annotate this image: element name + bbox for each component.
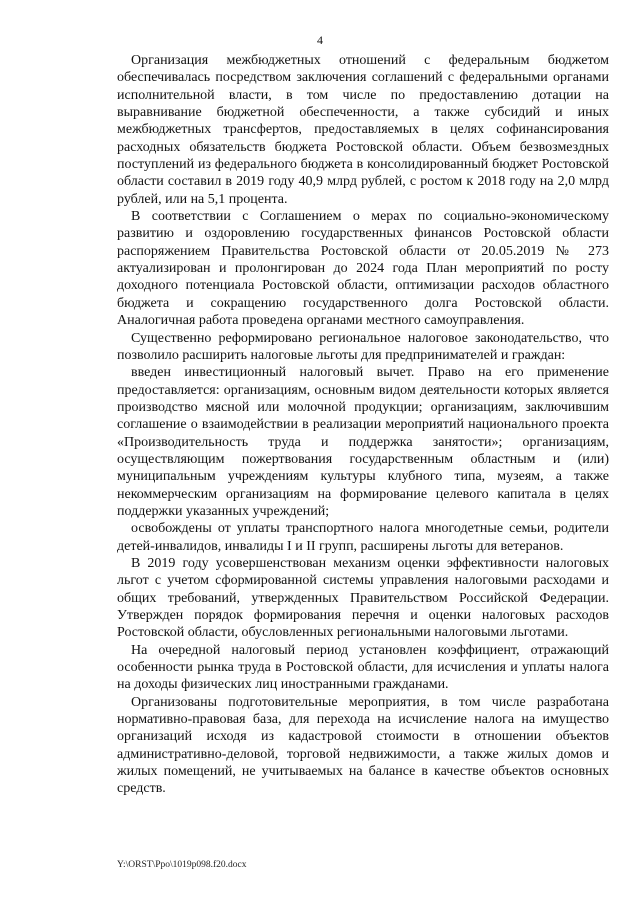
paragraph-tax-benefit-evaluation: В 2019 году усовершенствован механизм оценки эффективности налоговых льгот с учетом сформированной системы управления налоговыми расходами и общих требований, утвержденных Правительством Российской Федерации. Утвержден порядок формирования перечня и оценки налоговых расходов Ростовской области, обусловленных региональными налоговыми льготами. — [117, 555, 609, 641]
paragraph-transport-tax-exemption: освобождены от уплаты транспортного налога многодетные семьи, родители детей-инвалидов, инвалиды I и II групп, расширены льготы для ветеранов. — [117, 521, 609, 554]
page-number: 4 — [317, 33, 323, 47]
paragraph-labor-market-coefficient: На очередной налоговый период установлен коэффициент, отражающий особенности рынка труда в Ростовской области, для исчисления и уплаты налога на доходы физических лиц иностранными гражданами. — [117, 642, 609, 693]
document-body — [117, 52, 609, 798]
paragraph-agreement-measures: В соответствии с Соглашением о мерах по социально-экономическому развитию и оздоровлению государственных финансов Ростовской области распоряжением Правительства Ростовской области от 20.05.2019 № 273 актуализирован и пролонгирован до 2024 года План мероприятий по росту доходного потенциала Ростовской области, оптимизации расходов областного бюджета и сокращению государственного долга Ростовской области. Аналогичная работа проведена органами местного самоуправления. — [117, 209, 609, 329]
paragraph-investment-deduction: введен инвестиционный налоговый вычет. Право на его применение предоставляется: организациям, основным видом деятельности которых является производство мясной или молочной продукции; организациям, заключившим соглашение о взаимодействии в реализации мероприятий национального проекта «Производительность труда и поддержка занятости»; организациям, осуществляющим пожертвования государственным областным и (или) муниципальным учреждениям культуры клубного типа, музеям, а также некоммерческим организациям на формирование целевого капитала в целях поддержки указанных учреждений; — [117, 365, 609, 519]
paragraph-property-tax-preparation: Организованы подготовительные мероприятия, в том числе разработана нормативно-правовая база, для перехода на исчисление налога на имущество организаций исходя из кадастровой стоимости в отношении объектов административно-деловой, торговой недвижимости, а также жилых домов и жилых помещений, не учитываемых на балансе в качестве объектов основных средств. — [117, 694, 609, 797]
paragraph-interbudget-relations: Организация межбюджетных отношений с федеральным бюджетом обеспечивалась посредством заключения соглашений с федеральными органами исполнительной власти, в том числе по предоставлению дотации на выравнивание бюджетной обеспеченности, а также субсидий и иных межбюджетных трансфертов, предоставляемых в целях софинансирования расходных обязательств бюджета Ростовской области. Объем безвозмездных поступлений из федерального бюджета в консолидированный бюджет Ростовской области составил в 2019 году 40,9 млрд рублей, с ростом к 2018 году на 2,0 млрд рублей, или на 5,1 процента. — [117, 53, 609, 207]
footer-file-path: Y:\ORST\Ppo\1019p098.f20.docx — [117, 860, 247, 870]
paragraph-tax-reform-intro: Существенно реформировано региональное налоговое законодательство, что позволило расширить налоговые льготы для предпринимателей и граждан: — [117, 330, 609, 363]
